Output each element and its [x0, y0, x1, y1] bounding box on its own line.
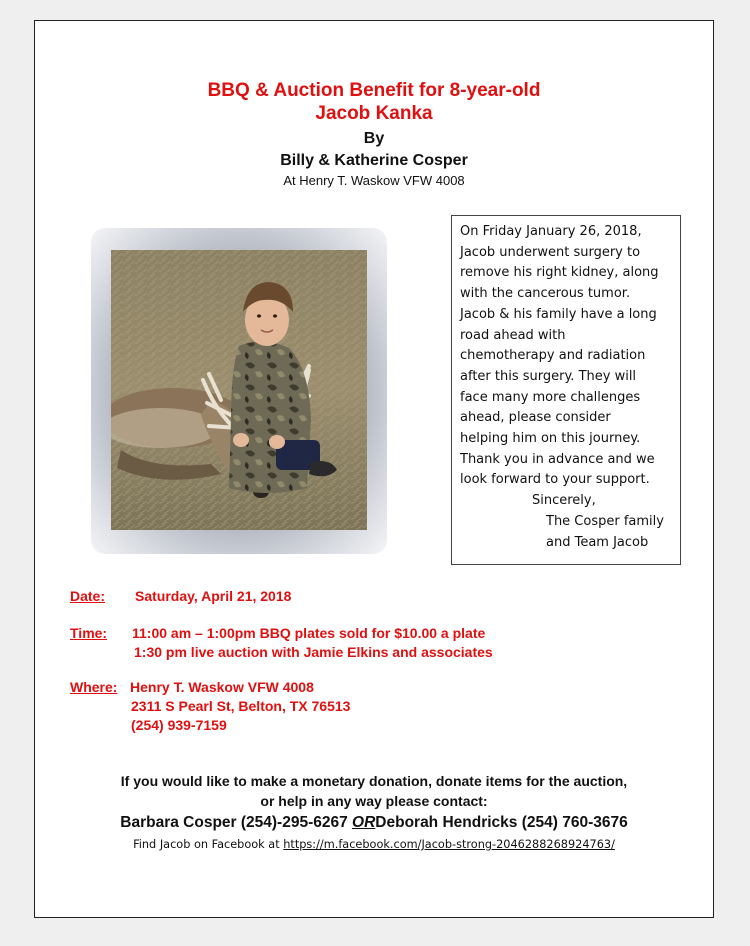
by-label: By [363, 130, 385, 147]
flyer-page [34, 20, 714, 918]
time-line-2: 1:30 pm live auction with Jamie Elkins and associates [134, 644, 493, 660]
time-line-1: 11:00 am – 1:00pm BBQ plates sold for $10.00 a plate [132, 625, 486, 641]
event-where [70, 678, 350, 735]
story-box [451, 215, 681, 565]
story-sign-off: Sincerely, [532, 493, 596, 509]
contact-person-2: Deborah Hendricks (254) 760-3676 [375, 814, 628, 831]
story-text: On Friday January 26, 2018, Jacob underwent surgery to remove his right kidney, along with the cancerous tumor. Jacob & his family have a long road ahead with chemotherapy and radiation after this surgery. They will face many more challenges ahead, please consider helping him on this journey. Thank you in advance and we look forward to your support. [460, 224, 659, 488]
title-line-2: Jacob Kanka [315, 103, 433, 124]
contact-people [35, 813, 713, 833]
flyer-title [35, 79, 713, 125]
contact-or: OR [352, 814, 376, 831]
story-signature-line-1: The Cosper family [546, 513, 664, 529]
facebook-line [35, 837, 713, 853]
contact-intro-line-1: If you would like to make a monetary donation, donate items for the auction, [120, 773, 628, 789]
hosts-name: Billy & Katherine Cosper [280, 152, 468, 169]
contact-person-1: Barbara Cosper (254)-295-6267 [120, 814, 348, 831]
date-value: Saturday, April 21, 2018 [135, 588, 292, 604]
where-line-3: (254) 939-7159 [131, 717, 227, 733]
photo-frame [91, 228, 387, 554]
facebook-prefix: Find Jacob on Facebook at [133, 838, 280, 851]
boy-with-deer-photo [111, 250, 367, 530]
time-label: Time: [70, 625, 108, 641]
where-line-1: Henry T. Waskow VFW 4008 [130, 679, 314, 695]
event-time [70, 624, 493, 662]
date-label: Date: [70, 588, 106, 604]
story-signature-line-2: and Team Jacob [546, 534, 649, 550]
title-line-1: BBQ & Auction Benefit for 8-year-old [207, 80, 541, 101]
where-label: Where: [70, 679, 118, 695]
facebook-link[interactable]: https://m.facebook.com/Jacob-strong-2046288268924763/ [283, 838, 615, 851]
contact-intro-line-2: or help in any way please contact: [260, 793, 488, 809]
where-line-2: 2311 S Pearl St, Belton, TX 76513 [131, 698, 351, 714]
venue-line: At Henry T. Waskow VFW 4008 [283, 173, 465, 188]
event-date [70, 587, 291, 606]
